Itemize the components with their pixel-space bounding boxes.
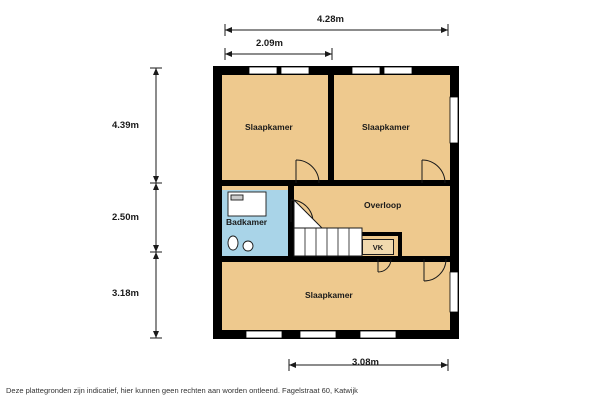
room-label-bedroom-top-right: Slaapkamer xyxy=(362,122,410,132)
room-label-bedroom-top-left: Slaapkamer xyxy=(245,122,293,132)
room-label-bedroom-bottom: Slaapkamer xyxy=(305,290,353,300)
dimension-left-middle: 2.50m xyxy=(112,212,139,223)
disclaimer-text: Deze plattegronden zijn indicatief, hier kunnen geen rechten aan worden ontleend. Fagelstraat 60, Katwijk xyxy=(6,386,358,395)
dimension-bottom: 3.08m xyxy=(352,357,379,368)
dimension-top-inner: 2.09m xyxy=(256,38,283,49)
room-label-landing: Overloop xyxy=(364,200,402,210)
room-label-bathroom: Badkamer xyxy=(226,217,268,227)
dimension-top-overall: 4.28m xyxy=(317,14,344,25)
room-label-closet: VK xyxy=(362,239,394,255)
dimension-left-lower: 3.18m xyxy=(112,288,139,299)
dimension-left-upper: 4.39m xyxy=(112,120,139,131)
